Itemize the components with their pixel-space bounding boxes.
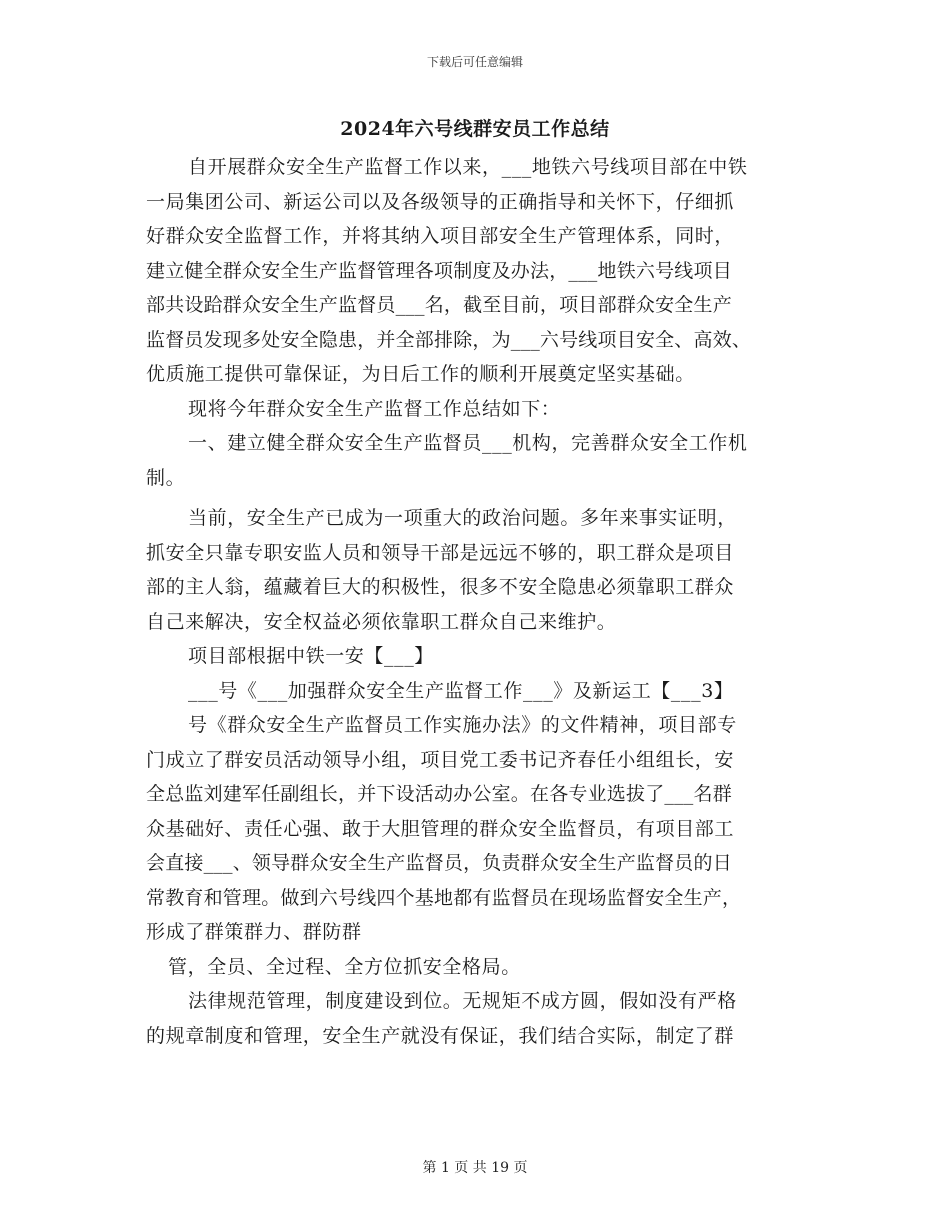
body-line: 建立健全群众安全生产监督管理各项制度及办法，___地铁六号线项目 (146, 259, 732, 282)
body-line: 众基础好、责任心强、敢于大胆管理的群众安全监督员，有项目部工 (146, 817, 735, 840)
body-line: 常教育和管理。做到六号线四个基地都有监督员在现场监督安全生产， (146, 886, 742, 909)
body-line: 一局集团公司、新运公司以及各级领导的正确指导和关怀下，仔细抓 (146, 190, 735, 213)
body-line: 全总监刘建军任副组长，并下设活动办公室。在各专业选拔了___名群 (146, 783, 732, 805)
body-line: 现将今年群众安全生产监督工作总结如下： (188, 397, 561, 420)
body-line: 部共设跲群众安全生产监督员___名，截至目前，项目部群众安全生产 (146, 294, 732, 316)
body-line: 部的主人翁，蕴藏着巨大的积极性，很多不安全隐患必须靠职工群众 (146, 576, 735, 598)
body-line: 当前，安全生产已成为一项重大的政治问题。多年来事实证明， (188, 507, 737, 529)
body-line: ___号《___加强群众安全生产监督工作___》及新运工【___3】 (188, 679, 734, 702)
body-line: 自开展群众安全生产监督工作以来，___地铁六号线项目部在中铁 (188, 156, 748, 178)
document-body (146, 150, 826, 1053)
body-line: 优质施工提供可靠保证，为日后工作的顺利开展奠定坚实基础。 (146, 363, 695, 385)
body-line: 的规章制度和管理，安全生产就没有保证，我们结合实际，制定了群 (146, 1024, 735, 1047)
body-line: 法律规范管理，制度建设到位。无规矩不成方圆，假如没有严格 (188, 990, 737, 1012)
body-line: 门成立了群安员活动领导小组，项目党工委书记齐春任小组组长，安 (146, 748, 735, 771)
body-line: 会直接___、领导群众安全生产监督员，负责群众安全生产监督员的日 (146, 852, 732, 874)
body-line: 形成了群策群力、群防群 (146, 921, 362, 943)
header-note: 下载后可任意编辑 (426, 55, 523, 69)
body-line: 管，全员、全过程、全方位抓安全格局。 (168, 955, 521, 978)
body-line: 好群众安全监督工作，并将其纳入项目部安全生产管理体系，同时， (146, 225, 735, 247)
section-heading-continued: 制。 (146, 466, 186, 489)
section-heading: 一、建立健全群众安全生产监督员___机构，完善群众安全工作机 (188, 432, 748, 454)
body-line: 项目部根据中铁一安【___】 (188, 645, 434, 667)
body-line: 自己来解决，安全权益必须依靠职工群众自己来维护。 (146, 610, 617, 633)
page-footer: 第 1 页 共 19 页 (422, 1160, 528, 1176)
body-line: 监督员发现多处安全隐患，并全部排除，为___六号线项目安全、高效、 (146, 328, 752, 351)
body-line: 号《群众安全生产监督员工作实施办法》的文件精神，项目部专 (188, 714, 737, 736)
document-title: 2024年六号线群安员工作总结 (340, 118, 610, 140)
body-line: 抓安全只靠专职安监人员和领导干部是远远不够的，职工群众是项目 (146, 541, 735, 564)
